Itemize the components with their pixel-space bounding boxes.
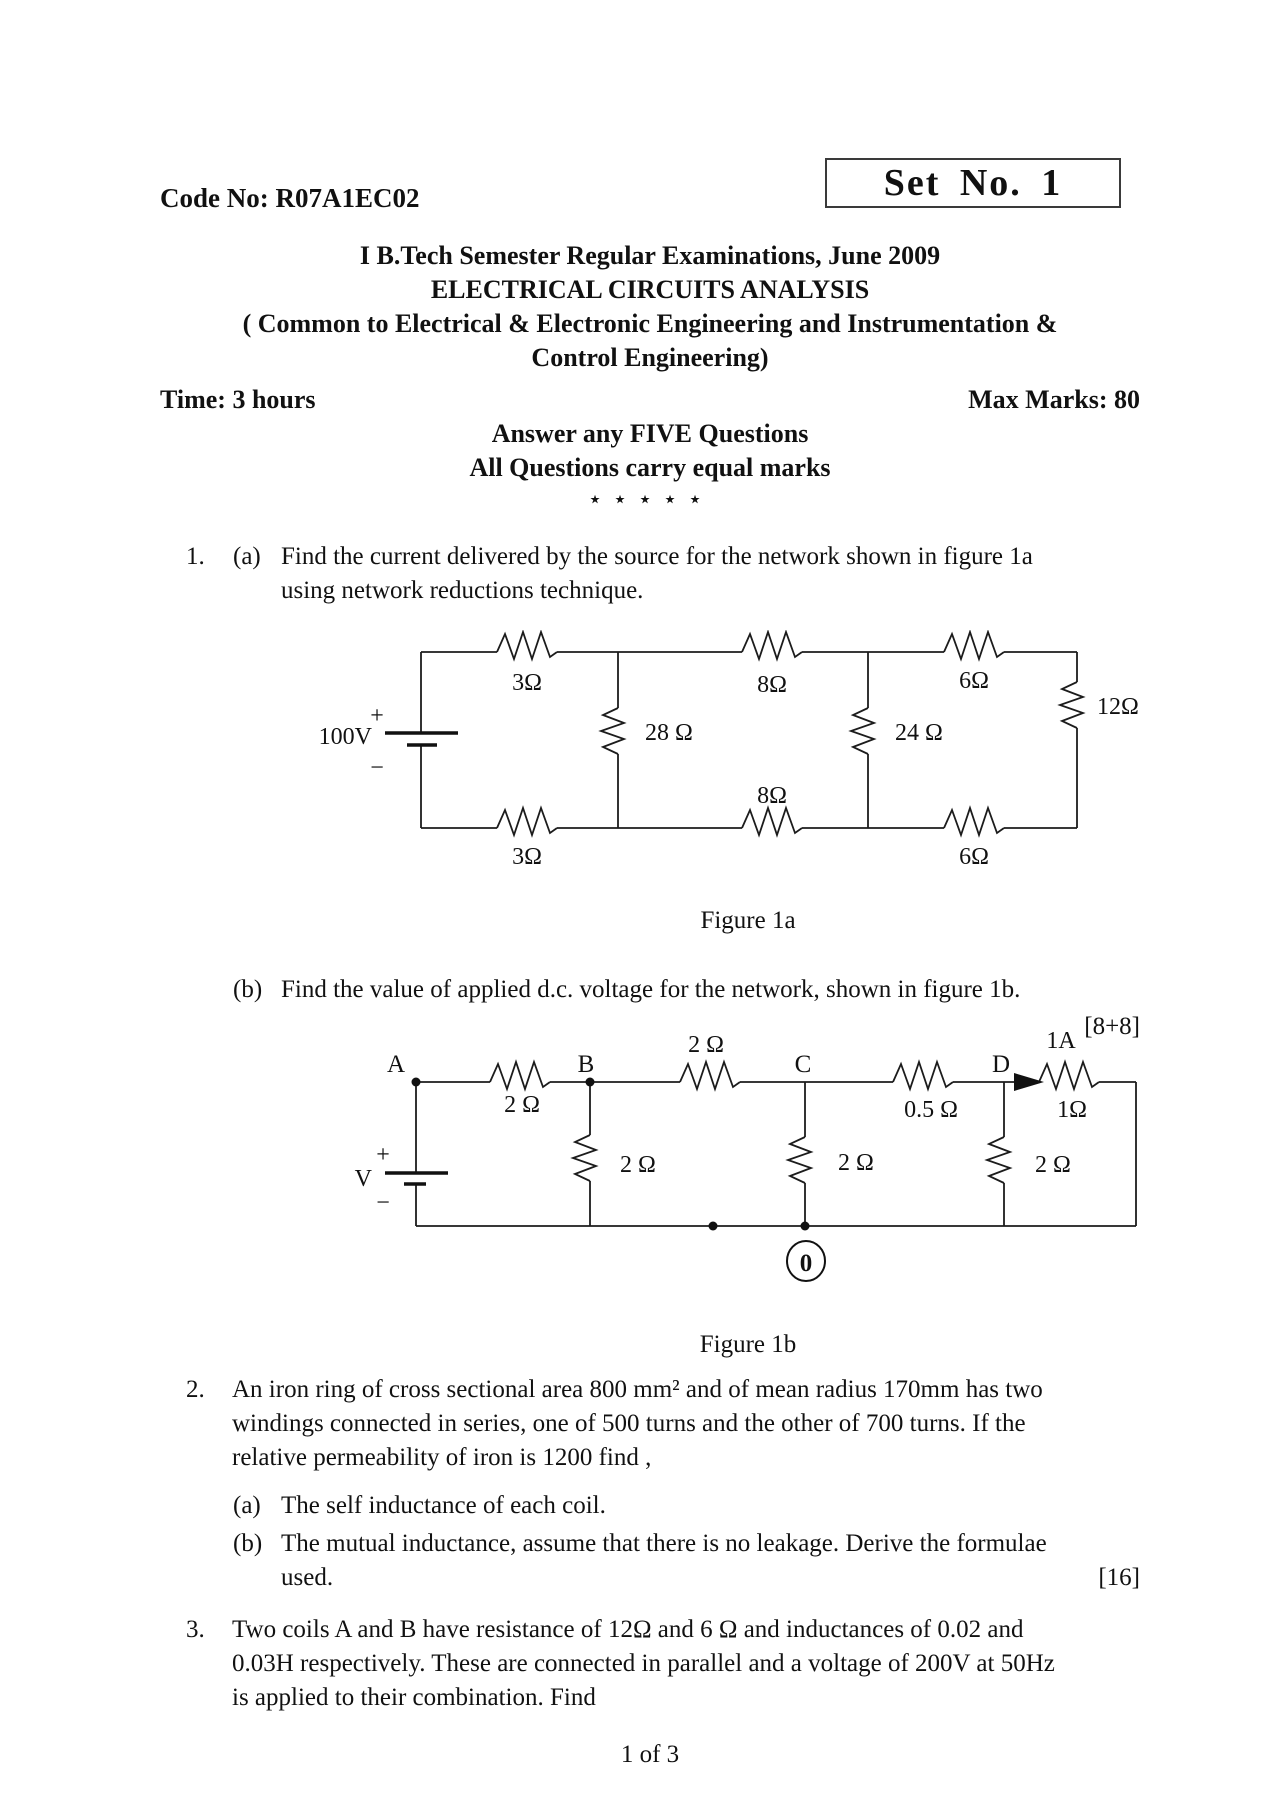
resistor-24ohm-shunt [851,708,874,754]
instruction-line-1: Answer any FIVE Questions [491,419,809,448]
figure-1b-caption: Figure 1b [699,1331,797,1358]
exam-subject: ELECTRICAL CIRCUITS ANALYSIS [430,275,870,304]
q2-text-line-3: relative permeability of iron is 1200 find , [232,1444,652,1471]
label-r-c-shunt: 2 Ω [838,1150,874,1176]
instruction-line-2: All Questions carry equal marks [469,453,831,482]
resistor-8ohm-top [742,632,802,659]
label-r-shunt-2: 24 Ω [895,720,943,746]
node-b-dot [586,1078,595,1087]
resistor-2ohm-ab [490,1062,550,1089]
ground-node-label: 0 [799,1250,813,1277]
exam-branches-line-2: Control Engineering) [531,343,769,372]
current-arrow [1014,1073,1044,1091]
q2-number: 2. [186,1376,205,1403]
resistor-3ohm-bottom [497,808,557,835]
label-source-voltage: 100V [318,724,372,750]
label-r-top-1: 3Ω [512,670,542,696]
set-number: Set No. 1 [883,162,1063,204]
q2a-label: (a) [233,1492,261,1519]
code-number: Code No: R07A1EC02 [160,183,420,213]
node-c-label: C [794,1051,812,1078]
time-allowed: Time: 3 hours [160,385,316,414]
label-r-top-3: 6Ω [959,668,989,694]
battery-icon [385,733,458,745]
label-r-d-shunt: 2 Ω [1035,1152,1071,1178]
label-r-shunt-1: 28 Ω [645,720,693,746]
label-r-top-2: 8Ω [757,672,787,698]
resistor-12ohm-right [1060,682,1083,728]
exam-title-line-1: I B.Tech Semester Regular Examinations, June 2009 [359,241,941,270]
q2b-label: (b) [233,1530,263,1557]
node-a-dot [412,1078,421,1087]
label-r-bottom-2: 8Ω [757,783,787,809]
figure-1a-circuit [300,630,1170,880]
q2-text-line-1: An iron ring of cross sectional area 800 mm² and of mean radius 170mm has two [232,1376,1043,1403]
bottom-junction-dot [709,1222,718,1231]
label-r-b-shunt: 2 Ω [620,1152,656,1178]
resistor-2ohm-bc [680,1062,740,1089]
resistor-2ohm-d-shunt [987,1137,1010,1183]
exam-branches-line-1: ( Common to Electrical & Electronic Engineering and Instrumentation & [242,309,1058,338]
q1b-label: (b) [233,976,263,1003]
resistor-2ohm-c-shunt [788,1137,811,1183]
q2b-text-line-2: used. [281,1564,334,1591]
battery-icon [385,1173,448,1184]
node-d-label: D [991,1051,1011,1078]
resistor-6ohm-bottom [944,808,1004,835]
resistor-0p5ohm-cd [893,1062,953,1089]
resistor-1ohm-right [1039,1062,1099,1089]
q2-marks: [16] [1098,1564,1140,1591]
q3-text-line-2: 0.03H respectively. These are connected in parallel and a voltage of 200V at 50Hz [232,1650,1055,1677]
plus-sign: + [376,1142,390,1168]
label-r-bottom-3: 6Ω [959,844,989,870]
resistor-2ohm-b-shunt [573,1135,596,1181]
label-source-voltage: V [354,1166,372,1192]
stars-separator: ⋆⋆⋆⋆⋆ [587,487,713,513]
figure-1b-circuit [330,1020,1180,1300]
resistor-8ohm-bottom [742,808,802,835]
max-marks: Max Marks: 80 [968,385,1140,414]
q3-text-line-1: Two coils A and B have resistance of 12Ω and 6 Ω and inductances of 0.02 and [232,1616,1024,1643]
resistor-3ohm-top [497,632,557,659]
q1-marks: [8+8] [1084,1013,1140,1040]
q1b-text: Find the value of applied d.c. voltage for the network, shown in figure 1b. [281,976,1021,1003]
label-r-bottom-1: 3Ω [512,844,542,870]
q1a-text-line-1: Find the current delivered by the source for the network shown in figure 1a [281,543,1033,570]
q2a-text: The self inductance of each coil. [281,1492,606,1519]
q3-number: 3. [186,1616,205,1643]
label-r-right: 12Ω [1097,694,1139,720]
q3-text-line-3: is applied to their combination. Find [232,1684,596,1711]
label-current-1a: 1A [1046,1028,1076,1054]
resistor-28ohm-shunt [601,708,624,754]
set-number-box [825,158,1121,208]
q1-number: 1. [186,543,205,570]
figure-1a-caption: Figure 1a [700,907,796,934]
node-b-label: B [577,1051,595,1078]
minus-sign: − [370,755,384,781]
plus-sign: + [370,703,384,729]
label-r-cd: 0.5 Ω [904,1097,958,1123]
q1a-text-line-2: using network reductions technique. [281,577,644,604]
ground-junction-dot [801,1222,810,1231]
label-r-ab: 2 Ω [504,1092,540,1118]
minus-sign: − [376,1190,390,1216]
page-number: 1 of 3 [620,1741,680,1768]
q2-text-line-2: windings connected in series, one of 500 turns and the other of 700 turns. If the [232,1410,1026,1437]
resistor-6ohm-top [944,632,1004,659]
node-a-label: A [386,1051,406,1078]
q2b-text-line-1: The mutual inductance, assume that there is no leakage. Derive the formulae [281,1530,1047,1557]
label-r-right: 1Ω [1057,1097,1087,1123]
label-r-bc: 2 Ω [688,1032,724,1058]
q1a-label: (a) [233,543,261,570]
